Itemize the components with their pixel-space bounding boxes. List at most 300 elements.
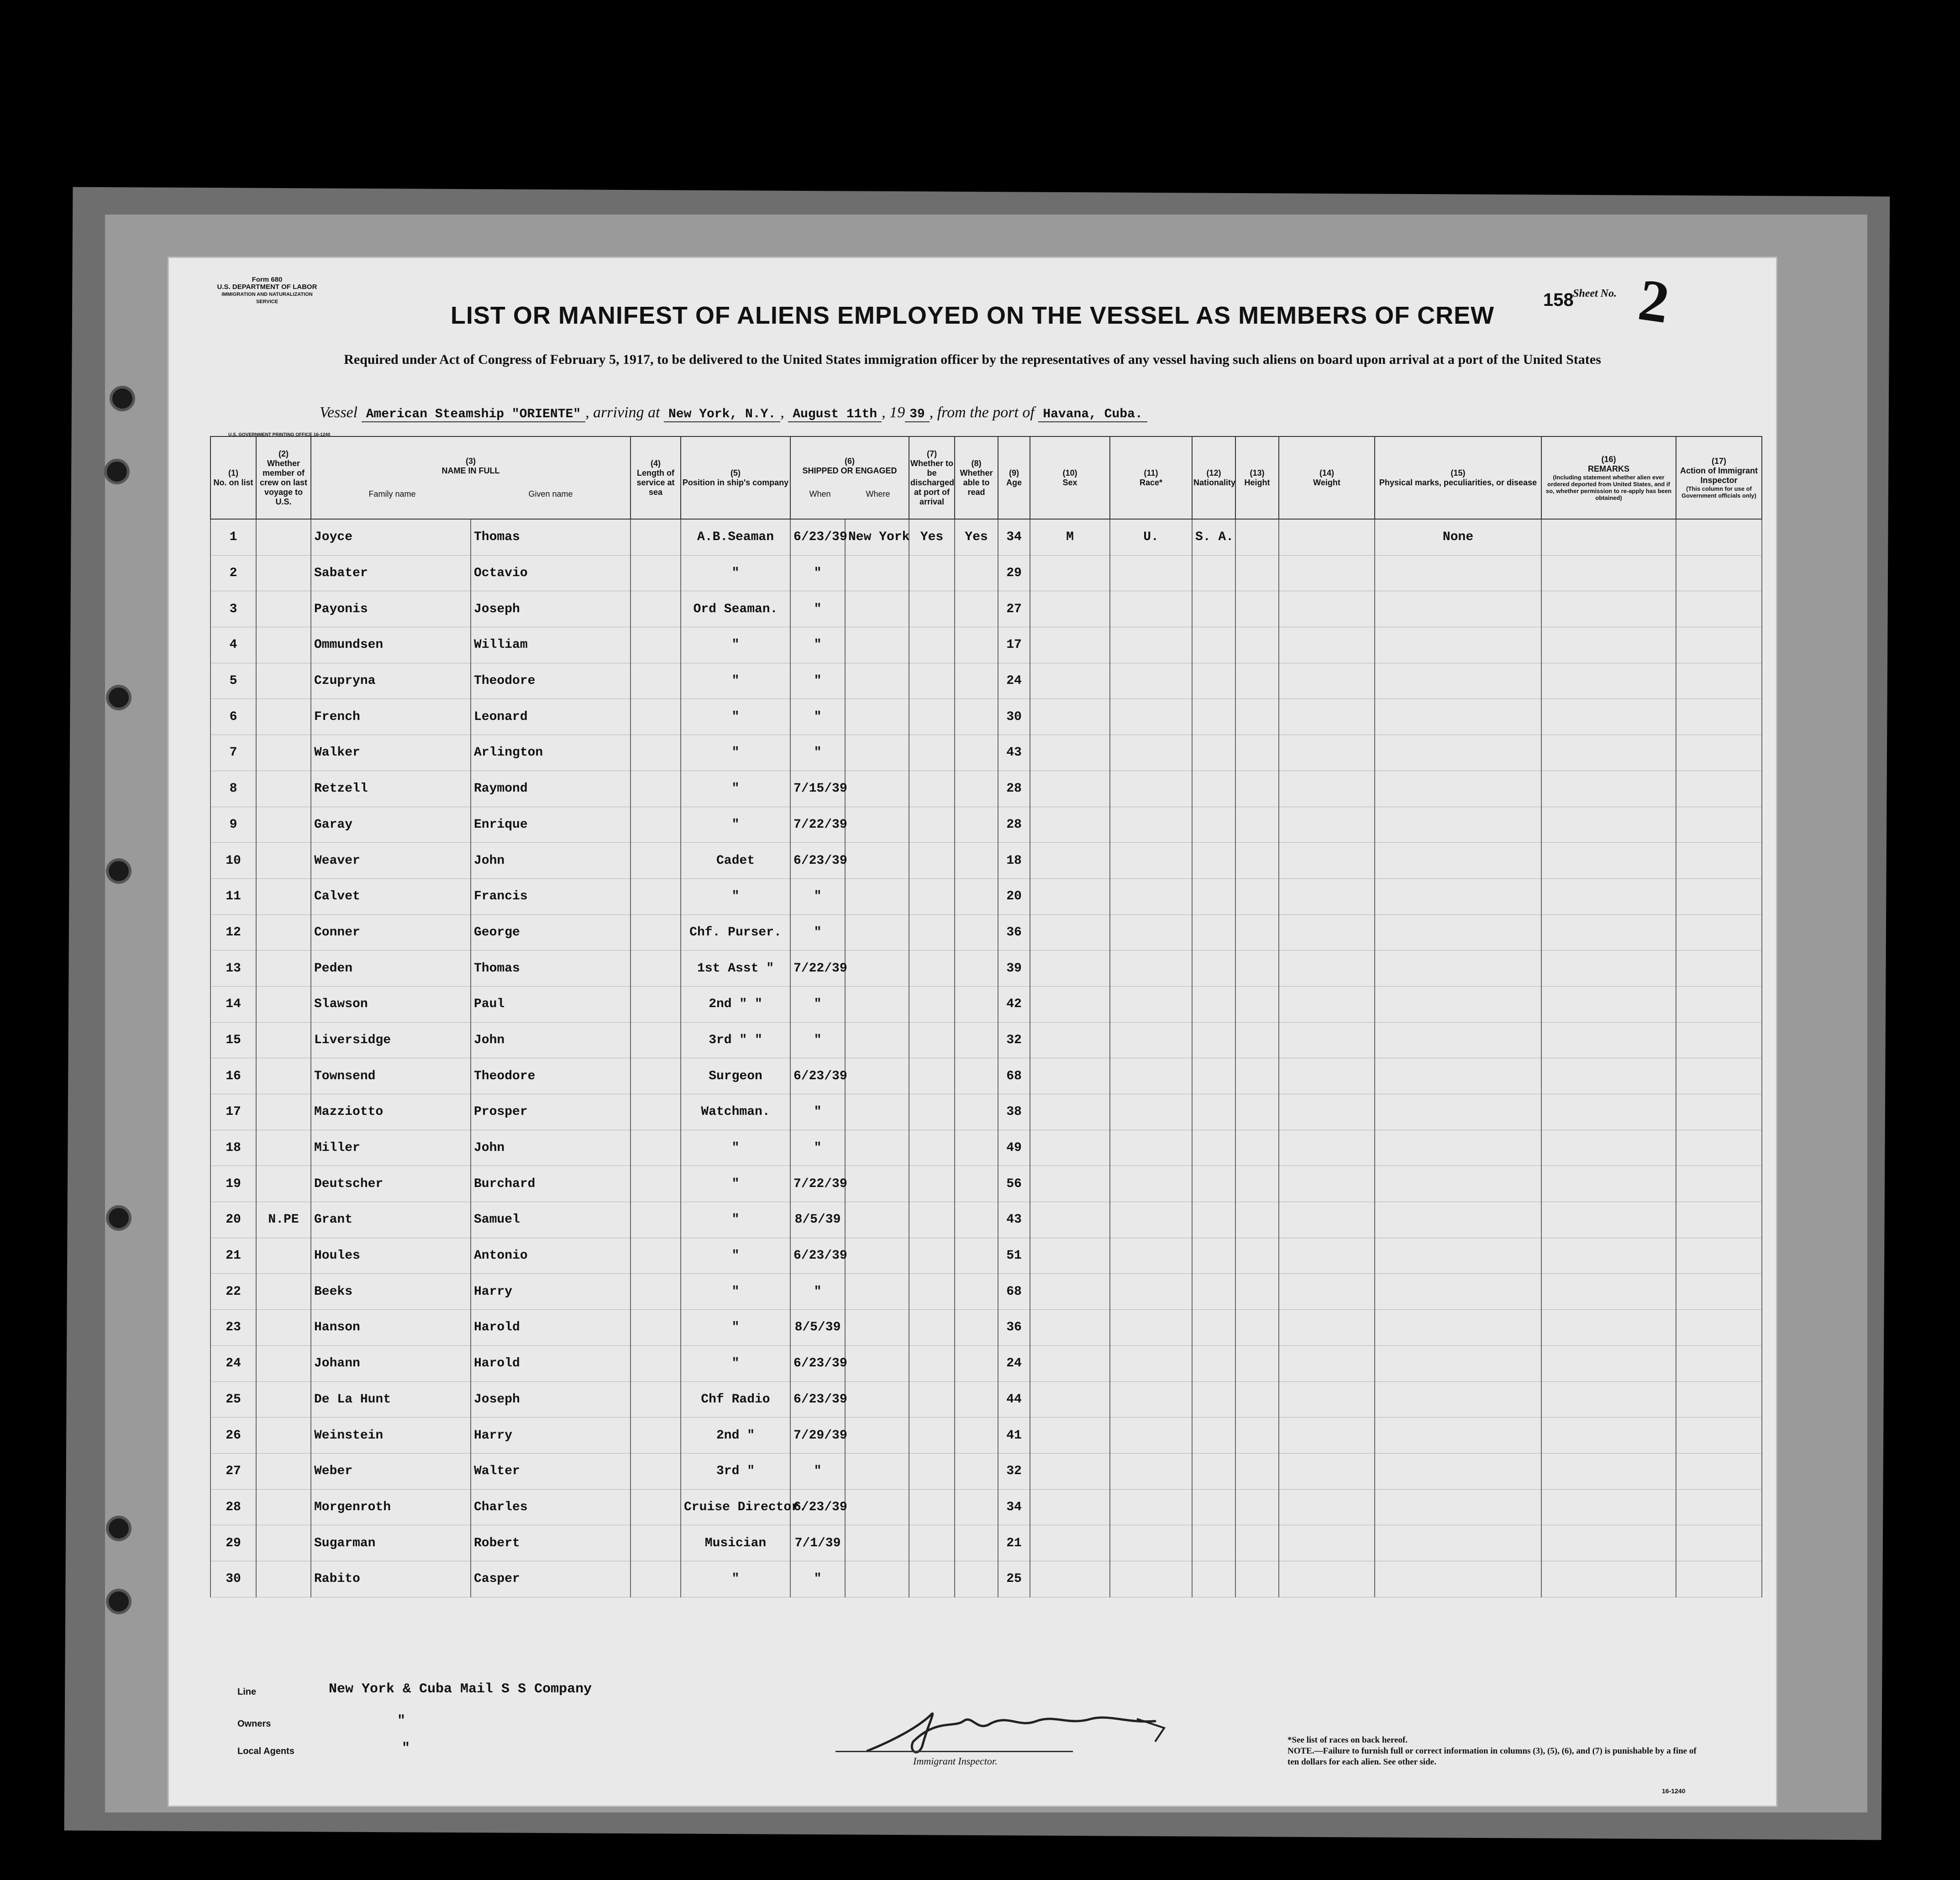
position: ": [681, 627, 790, 663]
row-number: 1: [210, 519, 256, 555]
sex: [1030, 1525, 1110, 1561]
family-name: Liversidge: [311, 1022, 471, 1058]
nationality: [1192, 1453, 1235, 1489]
inspector-action: [1676, 555, 1762, 591]
remarks: [1541, 843, 1676, 879]
physical-marks: [1375, 1310, 1541, 1346]
inspector-action: [1676, 1525, 1762, 1561]
nationality: [1192, 986, 1235, 1022]
note-label: NOTE.: [1287, 1746, 1314, 1756]
given-name: Harold: [471, 1310, 631, 1346]
shipped-where: [845, 1381, 909, 1418]
height: [1235, 843, 1279, 879]
table-row: [210, 843, 1762, 879]
remarks: [1541, 1561, 1676, 1597]
weight: [1279, 627, 1375, 663]
age: 30: [998, 699, 1030, 735]
inspector-action: [1676, 807, 1762, 843]
discharged: [909, 1345, 955, 1381]
shipped-when: ": [790, 1453, 845, 1489]
table-row: [210, 1345, 1762, 1381]
weight: [1279, 1094, 1375, 1130]
subtitle: Required under Act of Congress of February 5, 1917, to be delivered to the United States immigration officer by the representatives of any vessel having such aliens on board upon arrival at a port of the United States: [344, 352, 1601, 367]
able-to-read: [955, 1166, 998, 1202]
length-of-service: [631, 1345, 681, 1381]
height: [1235, 555, 1279, 591]
shipped-where: [845, 627, 909, 663]
able-to-read: [955, 1345, 998, 1381]
row-number: 18: [210, 1130, 256, 1166]
given-name: Enrique: [471, 807, 631, 843]
position: ": [681, 1238, 790, 1274]
position: ": [681, 807, 790, 843]
physical-marks: [1375, 735, 1541, 771]
length-of-service: [631, 519, 681, 555]
last-voyage: [256, 1561, 311, 1597]
able-to-read: [955, 1130, 998, 1166]
length-of-service: [631, 951, 681, 987]
length-of-service: [631, 1238, 681, 1274]
nationality: [1192, 843, 1235, 879]
fine-note: —Failure to furnish full or correct information in columns (3), (5), (6), and (7) is punishable by a fine of ten dollars for each alien. See other side.: [1287, 1746, 1697, 1767]
inspector-action: [1676, 1345, 1762, 1381]
nationality: [1192, 951, 1235, 987]
physical-marks: [1375, 951, 1541, 987]
position: Chf. Purser.: [681, 914, 790, 951]
race: [1110, 951, 1192, 987]
age: 21: [998, 1525, 1030, 1561]
race: [1110, 1418, 1192, 1454]
age: 28: [998, 771, 1030, 807]
given-name: Antonio: [471, 1238, 631, 1274]
sex: [1030, 1381, 1110, 1418]
height: [1235, 1381, 1279, 1418]
sex: M: [1030, 519, 1110, 555]
table-row: [210, 1130, 1762, 1166]
inspector-action: [1676, 699, 1762, 735]
physical-marks: [1375, 771, 1541, 807]
arrival-year: 39: [905, 407, 930, 422]
inspector-action: [1676, 1418, 1762, 1454]
physical-marks: [1375, 914, 1541, 951]
given-name: John: [471, 1022, 631, 1058]
binder-hole: [106, 1205, 131, 1231]
remarks: [1541, 1022, 1676, 1058]
able-to-read: [955, 1094, 998, 1130]
physical-marks: [1375, 1418, 1541, 1454]
able-to-read: [955, 1418, 998, 1454]
physical-marks: [1375, 1561, 1541, 1597]
nationality: [1192, 1418, 1235, 1454]
nationality: [1192, 699, 1235, 735]
row-number: 10: [210, 843, 256, 879]
weight: [1279, 843, 1375, 879]
family-name: Grant: [311, 1202, 471, 1238]
age: 20: [998, 878, 1030, 914]
weight: [1279, 555, 1375, 591]
length-of-service: [631, 699, 681, 735]
arrival-date: August 11th: [788, 407, 882, 422]
length-of-service: [631, 1418, 681, 1454]
physical-marks: [1375, 843, 1541, 879]
length-of-service: [631, 986, 681, 1022]
sex: [1030, 735, 1110, 771]
physical-marks: [1375, 878, 1541, 914]
shipped-where: [845, 914, 909, 951]
family-name: Houles: [311, 1238, 471, 1274]
inspector-action: [1676, 1489, 1762, 1525]
given-name: William: [471, 627, 631, 663]
height: [1235, 914, 1279, 951]
table-row: [210, 735, 1762, 771]
discharged: [909, 771, 955, 807]
position: ": [681, 663, 790, 699]
discharged: [909, 986, 955, 1022]
discharged: [909, 1381, 955, 1418]
physical-marks: [1375, 1166, 1541, 1202]
race: [1110, 699, 1192, 735]
page-title: LIST OR MANIFEST OF ALIENS EMPLOYED ON THE VESSEL AS MEMBERS OF CREW: [450, 302, 1495, 329]
position: ": [681, 1345, 790, 1381]
able-to-read: [955, 1489, 998, 1525]
last-voyage: [256, 1525, 311, 1561]
age: 28: [998, 807, 1030, 843]
line-label: Line: [237, 1687, 257, 1697]
table-row: [210, 1525, 1762, 1561]
shipped-when: ": [790, 914, 845, 951]
discharged: Yes: [909, 519, 955, 555]
family-name: Walker: [311, 735, 471, 771]
physical-marks: [1375, 1202, 1541, 1238]
sex: [1030, 878, 1110, 914]
race: [1110, 771, 1192, 807]
col-length-service: (4) Length of service at sea: [631, 436, 681, 519]
inspector-action: [1676, 843, 1762, 879]
shipped-where: [845, 735, 909, 771]
row-number: 6: [210, 699, 256, 735]
race: [1110, 1022, 1192, 1058]
weight: [1279, 914, 1375, 951]
row-number: 20: [210, 1202, 256, 1238]
remarks: [1541, 1058, 1676, 1094]
last-voyage: [256, 878, 311, 914]
position: ": [681, 1274, 790, 1310]
height: [1235, 1453, 1279, 1489]
length-of-service: [631, 1381, 681, 1418]
shipped-where: New York: [845, 519, 909, 555]
shipped-where: [845, 1489, 909, 1525]
weight: [1279, 1274, 1375, 1310]
race: [1110, 1310, 1192, 1346]
nationality: [1192, 1561, 1235, 1597]
sex: [1030, 699, 1110, 735]
table-row: [210, 1310, 1762, 1346]
shipped-when: 8/5/39: [790, 1310, 845, 1346]
race: [1110, 627, 1192, 663]
table-row: [210, 555, 1762, 591]
remarks: [1541, 1274, 1676, 1310]
inspector-action: [1676, 1561, 1762, 1597]
race: [1110, 1561, 1192, 1597]
discharged: [909, 1130, 955, 1166]
race: [1110, 1130, 1192, 1166]
family-name: Czupryna: [311, 663, 471, 699]
nationality: [1192, 1058, 1235, 1094]
discharged: [909, 663, 955, 699]
length-of-service: [631, 1130, 681, 1166]
weight: [1279, 1202, 1375, 1238]
row-number: 19: [210, 1166, 256, 1202]
height: [1235, 735, 1279, 771]
race: [1110, 1489, 1192, 1525]
when-header: When: [809, 489, 831, 499]
family-name: French: [311, 699, 471, 735]
age: 27: [998, 591, 1030, 627]
vessel-name: American Steamship "ORIENTE": [362, 407, 585, 422]
family-name: Beeks: [311, 1274, 471, 1310]
able-to-read: [955, 1525, 998, 1561]
shipped-where: [845, 843, 909, 879]
shipped-when: 7/22/39: [790, 1166, 845, 1202]
inspector-action: [1676, 663, 1762, 699]
col-name-in-full: (3) NAME IN FULL Family name Given name: [311, 436, 631, 519]
able-to-read: [955, 1202, 998, 1238]
length-of-service: [631, 771, 681, 807]
shipped-when: ": [790, 1274, 845, 1310]
age: 44: [998, 1381, 1030, 1418]
discharged: [909, 1453, 955, 1489]
inspector-action: [1676, 1453, 1762, 1489]
height: [1235, 1561, 1279, 1597]
family-name: Ommundsen: [311, 627, 471, 663]
table-row: [210, 1561, 1762, 1597]
sex: [1030, 1274, 1110, 1310]
able-to-read: [955, 1381, 998, 1418]
able-to-read: [955, 807, 998, 843]
race: [1110, 1202, 1192, 1238]
shipped-where: [845, 1202, 909, 1238]
nationality: [1192, 591, 1235, 627]
remarks: [1541, 1166, 1676, 1202]
physical-marks: [1375, 627, 1541, 663]
where-header: Where: [866, 489, 890, 499]
inspector-action: [1676, 1238, 1762, 1274]
table-row: [210, 986, 1762, 1022]
nationality: [1192, 663, 1235, 699]
discharged: [909, 807, 955, 843]
able-to-read: [955, 986, 998, 1022]
family-name: Johann: [311, 1345, 471, 1381]
shipped-when: ": [790, 627, 845, 663]
sex: [1030, 1310, 1110, 1346]
position: ": [681, 1202, 790, 1238]
able-to-read: [955, 771, 998, 807]
nationality: [1192, 1525, 1235, 1561]
age: 34: [998, 1489, 1030, 1525]
position: ": [681, 1310, 790, 1346]
nationality: [1192, 1094, 1235, 1130]
department: U.S. DEPARTMENT OF LABOR: [217, 283, 317, 291]
remarks: [1541, 1310, 1676, 1346]
height: [1235, 1418, 1279, 1454]
discharged: [909, 1058, 955, 1094]
sex: [1030, 986, 1110, 1022]
height: [1235, 1238, 1279, 1274]
height: [1235, 1094, 1279, 1130]
sex: [1030, 1130, 1110, 1166]
last-voyage: [256, 699, 311, 735]
col-able-to-read: (8) Whether able to read: [955, 436, 998, 519]
sheet-number: 2: [1634, 267, 1673, 336]
age: 32: [998, 1022, 1030, 1058]
position: 3rd " ": [681, 1022, 790, 1058]
discharged: [909, 1166, 955, 1202]
printer-imprint: U.S. GOVERNMENT PRINTING OFFICE 16-1240: [228, 432, 331, 437]
last-voyage: [256, 807, 311, 843]
inspector-action: [1676, 914, 1762, 951]
remarks: [1541, 555, 1676, 591]
shipped-when: 6/23/39: [790, 1058, 845, 1094]
weight: [1279, 1489, 1375, 1525]
given-name: John: [471, 843, 631, 879]
row-number: 16: [210, 1058, 256, 1094]
physical-marks: [1375, 1274, 1541, 1310]
agents-label: Local Agents: [237, 1746, 294, 1756]
family-name: Townsend: [311, 1058, 471, 1094]
able-to-read: [955, 1022, 998, 1058]
family-name: Slawson: [311, 986, 471, 1022]
inspector-action: [1676, 1130, 1762, 1166]
given-name: Samuel: [471, 1202, 631, 1238]
shipped-when: ": [790, 663, 845, 699]
row-number: 7: [210, 735, 256, 771]
weight: [1279, 1381, 1375, 1418]
table-row: [210, 627, 1762, 663]
height: [1235, 1058, 1279, 1094]
row-number: 22: [210, 1274, 256, 1310]
binder-hole: [106, 1589, 131, 1614]
discharged: [909, 1094, 955, 1130]
inspector-action: [1676, 1058, 1762, 1094]
position: 3rd ": [681, 1453, 790, 1489]
nationality: [1192, 878, 1235, 914]
inspector-action: [1676, 591, 1762, 627]
table-row: [210, 771, 1762, 807]
races-note-text: *See list of races on back hereof.: [1287, 1735, 1408, 1745]
able-to-read: [955, 1238, 998, 1274]
age: 51: [998, 1238, 1030, 1274]
table-row: [210, 663, 1762, 699]
remarks: [1541, 627, 1676, 663]
length-of-service: [631, 1058, 681, 1094]
length-of-service: [631, 1525, 681, 1561]
table-row: [210, 591, 1762, 627]
remarks: [1541, 1345, 1676, 1381]
discharged: [909, 555, 955, 591]
last-voyage: [256, 1238, 311, 1274]
position: ": [681, 771, 790, 807]
last-voyage: [256, 986, 311, 1022]
crew-rows: [210, 519, 1762, 1597]
shipped-when: ": [790, 1130, 845, 1166]
year-label: , 19: [882, 404, 905, 421]
last-voyage: [256, 1381, 311, 1418]
shipped-where: [845, 1561, 909, 1597]
height: [1235, 1202, 1279, 1238]
position: ": [681, 1561, 790, 1597]
family-name: Retzell: [311, 771, 471, 807]
shipped-where: [845, 1418, 909, 1454]
weight: [1279, 1058, 1375, 1094]
height: [1235, 1525, 1279, 1561]
shipped-when: 6/23/39: [790, 1345, 845, 1381]
length-of-service: [631, 1202, 681, 1238]
able-to-read: [955, 878, 998, 914]
discharged: [909, 699, 955, 735]
shipped-when: ": [790, 878, 845, 914]
inspector-action: [1676, 735, 1762, 771]
shipped-where: [845, 1525, 909, 1561]
discharged: [909, 878, 955, 914]
sex: [1030, 951, 1110, 987]
nationality: [1192, 1274, 1235, 1310]
given-name: George: [471, 914, 631, 951]
family-name-header: Family name: [368, 489, 416, 499]
given-name: Theodore: [471, 663, 631, 699]
height: [1235, 986, 1279, 1022]
last-voyage: [256, 627, 311, 663]
family-name: Sugarman: [311, 1525, 471, 1561]
table-row: [210, 878, 1762, 914]
given-name: Joseph: [471, 1381, 631, 1418]
given-name: Raymond: [471, 771, 631, 807]
inspector-action: [1676, 627, 1762, 663]
race: [1110, 1166, 1192, 1202]
shipped-where: [845, 1238, 909, 1274]
height: [1235, 1345, 1279, 1381]
sex: [1030, 771, 1110, 807]
binder-hole: [104, 459, 130, 484]
shipped-when: 7/15/39: [790, 771, 845, 807]
inspector-action: [1676, 1094, 1762, 1130]
table-row: [210, 1238, 1762, 1274]
shipped-where: [845, 555, 909, 591]
weight: [1279, 591, 1375, 627]
physical-marks: [1375, 1381, 1541, 1418]
given-name: Robert: [471, 1525, 631, 1561]
age: 49: [998, 1130, 1030, 1166]
length-of-service: [631, 663, 681, 699]
family-name: Morgenroth: [311, 1489, 471, 1525]
inspector-action: [1676, 951, 1762, 987]
given-name: Thomas: [471, 519, 631, 555]
row-number: 26: [210, 1418, 256, 1454]
weight: [1279, 519, 1375, 555]
age: 39: [998, 951, 1030, 987]
physical-marks: [1375, 1345, 1541, 1381]
given-name: Harry: [471, 1274, 631, 1310]
manifest-footer: [237, 1678, 1744, 1796]
discharged: [909, 843, 955, 879]
last-voyage: [256, 951, 311, 987]
row-number: 3: [210, 591, 256, 627]
last-voyage: [256, 1310, 311, 1346]
height: [1235, 699, 1279, 735]
age: 68: [998, 1058, 1030, 1094]
age: 25: [998, 1561, 1030, 1597]
col-age: (9) Age: [998, 436, 1030, 519]
nationality: [1192, 627, 1235, 663]
